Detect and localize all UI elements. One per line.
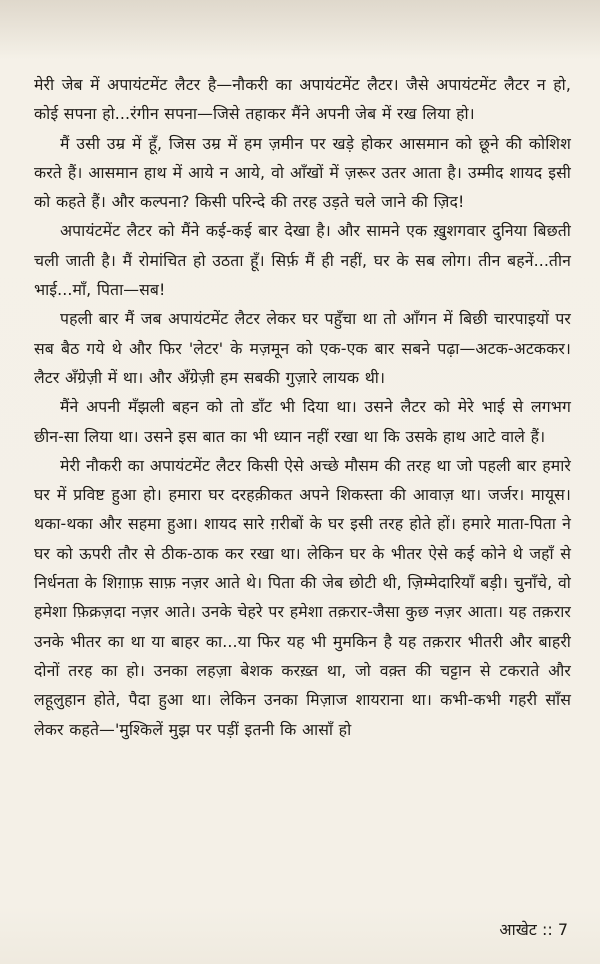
paragraph-3: अपायंटमेंट लैटर को मैंने कई-कई बार देखा है। और सामने एक ख़ुशगवार दुनिया बिछती चली जाती है। मैं रोमांचित हो उठता हूँ। सिर्फ़ मैं ही नहीं, घर के सब लोग। तीन बहनें...तीन भाई...माँ, पिता—सब! xyxy=(34,221,571,300)
page-footer: आखेट :: 7 xyxy=(499,920,568,939)
paragraph-4: पहली बार मैं जब अपायंटमेंट लैटर लेकर घर पहुँचा था तो आँगन में बिछी चारपाइयों पर सब बैठ गये थे और फिर 'लेटर' के मज़मून को एक-एक बार सबने पढ़ा—अटक-अटककर। लैटर अँग्रेज़ी में था। और अँग्रेज़ी हम सबकी गुज़ारे लायक थी। xyxy=(34,309,571,387)
paragraph-1: मेरी जेब में अपायंटमेंट लैटर है—नौकरी का अपायंटमेंट लैटर। जैसे अपायंटमेंट लैटर न हो, कोई सपना हो...रंगीन सपना—जिसे तहाकर मैंने अपनी जेब में रख लिया हो। xyxy=(34,75,571,124)
body-text xyxy=(34,70,571,744)
paragraph-2: मैं उसी उम्र में हूँ, जिस उम्र में हम ज़मीन पर खड़े होकर आसमान को छूने की कोशिश करते हैं। आसमान हाथ में आये न आये, वो आँखों में ज़रूर उतर आता है। उम्मीद शायद इसी को कहते हैं। और कल्पना? किसी परिन्दे की तरह उड़ते चले जाने की ज़िद! xyxy=(34,133,571,212)
paragraph-5: मैंने अपनी मँझली बहन को तो डाँट भी दिया था। उसने लैटर को मेरे भाई से लगभग छीन-सा लिया था। उसने इस बात का भी ध्यान नहीं रखा था कि उसके हाथ आटे वाले हैं। xyxy=(34,397,571,446)
show-through-shadow xyxy=(0,0,600,60)
paragraph-6: मेरी नौकरी का अपायंटमेंट लैटर किसी ऐसे अच्छे मौसम की तरह था जो पहली बार हमारे घर में प्रविष्ट हुआ हो। हमारा घर दरहक़ीकत अपने शिकस्ता की आवाज़ था। जर्जर। मायूस। थका-थका और सहमा हुआ। शायद सारे ग़रीबों के घर इसी तरह होते हों। हमारे माता-पिता ने घर को ऊपरी तौर से ठीक-ठाक कर रखा था। लेकिन घर के भीतर ऐसे कई कोने थे जहाँ से निर्धनता के शिग़ाफ़ साफ़ नज़र आते थे। पिता की जेब छोटी थी, ज़िम्मेदारियाँ बड़ी। चुनाँचे, वो हमेशा फ़िक्रज़दा नज़र आते। उनके चेहरे पर हमेशा तक़रार-जैसा कुछ नज़र आता। यह तक़रार उनके भीतर का था या बाहर का...या फिर यह भी मुमकिन है यह तक़रार भीतरी और बाहरी दोनों तरह का हो। उनका लहज़ा बेशक करख़्त था, जो वक़्त की चट्टान से टकराते और लहूलुहान होते, पैदा हुआ था। लेकिन उनका मिज़ाज शायराना था। कभी-कभी गहरी साँस लेकर कहते—'मुश्किलें मुझ पर पड़ीं इतनी कि आसाँ हो xyxy=(34,455,571,739)
